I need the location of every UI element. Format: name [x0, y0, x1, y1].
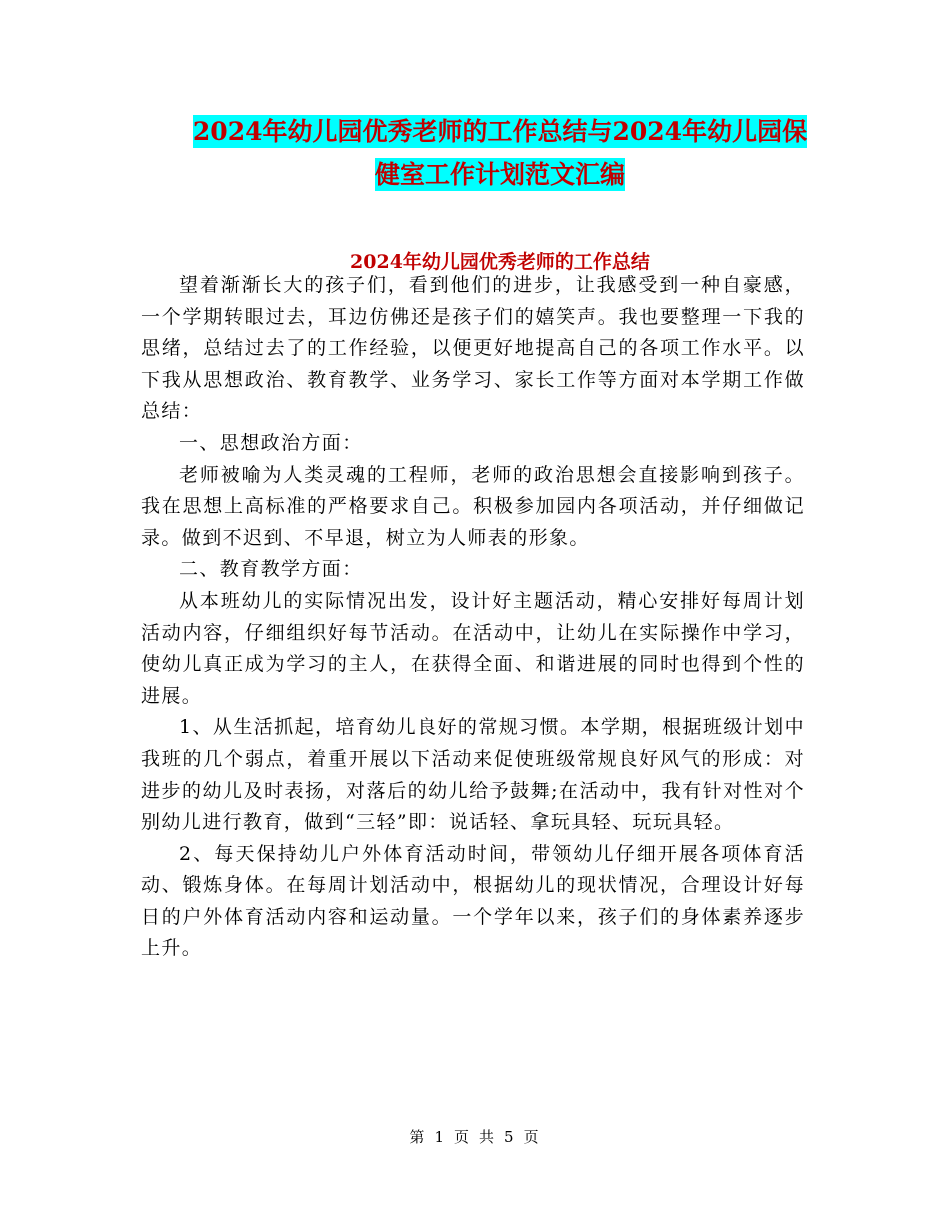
section-title: 2024年幼儿园优秀老师的工作总结 [350, 251, 650, 273]
footer-total-unit: 页 [523, 1128, 541, 1146]
document-body [141, 270, 805, 965]
document-title-line-1: 2024年幼儿园优秀老师的工作总结与2024年幼儿园保 [192, 117, 808, 146]
footer-prefix: 第 [409, 1128, 427, 1146]
paragraph-item-1: 1、从生活抓起，培育幼儿良好的常规习惯。本学期，根据班级计划中我班的几个弱点，着重开展以下活动来促使班级常规良好风气的形成：对进步的幼儿及时表扬，对落后的幼儿给予鼓舞;在活动中，我有针对性对个别幼儿进行教育，做到“三轻”即：说话轻、拿玩具轻、玩玩具轻。 [141, 716, 805, 834]
paragraph-heading-teaching: 二、教育教学方面： [179, 558, 363, 581]
document-title [140, 110, 860, 196]
paragraph-intro: 望着渐渐长大的孩子们，看到他们的进步，让我感受到一种自豪感，一个学期转眼过去，耳边仿佛还是孩子们的嬉笑声。我也要整理一下我的思绪，总结过去了的工作经验，以便更好地提高自己的各项工作水平。以下我从思想政治、教育教学、业务学习、家长工作等方面对本学期工作做总结： [141, 274, 805, 423]
document-title-line-2: 健室工作计划范文汇编 [374, 160, 625, 189]
paragraph-political: 老师被喻为人类灵魂的工程师，老师的政治思想会直接影响到孩子。我在思想上高标准的严格要求自己。积极参加园内各项活动，并仔细做记录。做到不迟到、不早退，树立为人师表的形象。 [141, 463, 805, 549]
paragraph-item-2: 2、每天保持幼儿户外体育活动时间，带领幼儿仔细开展各项体育活动、锻炼身体。在每周计划活动中，根据幼儿的现状情况，合理设计好每日的户外体育活动内容和运动量。一个学年以来，孩子们的身体素养逐步上升。 [141, 842, 805, 960]
paragraph-heading-political: 一、思想政治方面： [179, 431, 363, 454]
footer-total-prefix: 共 [479, 1128, 497, 1146]
page-footer [0, 1126, 950, 1147]
footer-total-pages: 5 [504, 1128, 516, 1146]
footer-page-unit: 页 [453, 1128, 471, 1146]
paragraph-teaching: 从本班幼儿的实际情况出发，设计好主题活动，精心安排好每周计划活动内容，仔细组织好每节活动。在活动中，让幼儿在实际操作中学习，使幼儿真正成为学习的主人，在获得全面、和谐进展的同时也得到个性的进展。 [141, 589, 805, 707]
footer-current-page: 1 [434, 1128, 446, 1146]
